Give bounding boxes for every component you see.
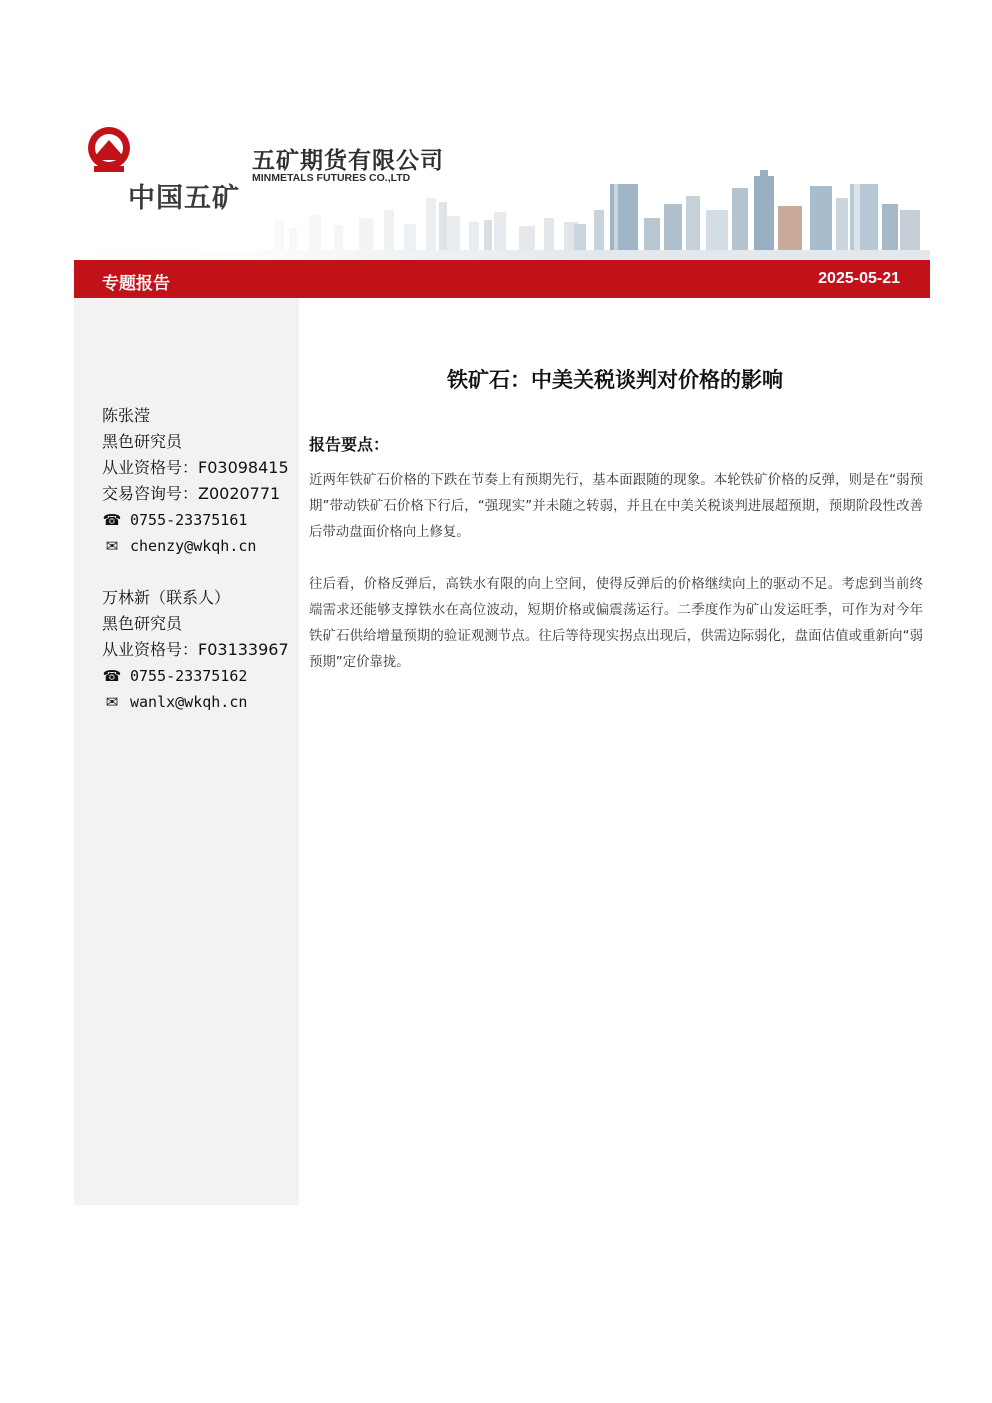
company-name-en: MINMETALS FUTURES CO.,LTD: [252, 172, 411, 184]
analyst-role: 黑色研究员: [102, 432, 183, 451]
report-date: 2025-05-21: [818, 270, 900, 287]
summary-paragraph: 往后看，价格反弹后，高铁水有限的向上空间，使得反弹后的价格继续向上的驱动不足。考虑到当前终端需求还能够支撑铁水在高位波动，短期价格或偏震荡运行。二季度作为矿山发运旺季，可作为对今年铁矿石供给增量预期的验证观测节点。往后等待现实拐点出现后，供需边际弱化，盘面估值或重新向“弱预期”定价靠拢。: [309, 577, 923, 670]
report-title: 铁矿石：中美关税谈判对价格的影响: [447, 368, 783, 392]
logo-chinese-name: 中国五矿: [128, 183, 240, 214]
analyst-name: 陈张滢: [102, 406, 151, 425]
phone-icon: ☎: [102, 667, 122, 685]
analyst-email[interactable]: chenzy@wkqh.cn: [130, 537, 257, 555]
report-banner: [74, 260, 930, 298]
analyst-phone-row: [102, 663, 289, 689]
minmetals-logo-icon: [84, 126, 134, 174]
analyst-name: 万林新（联系人）: [102, 588, 231, 607]
analyst-email[interactable]: wanlx@wkqh.cn: [130, 693, 248, 711]
analyst-phone: 0755-23375161: [130, 511, 248, 529]
key-points-heading: 报告要点：: [309, 435, 390, 454]
analyst-phone: 0755-23375162: [130, 667, 248, 685]
analyst-phone-row: [102, 507, 289, 533]
analyst-email-row[interactable]: [102, 689, 289, 715]
summary-paragraph: 近两年铁矿石价格的下跌在节奏上有预期先行，基本面跟随的现象。本轮铁矿价格的反弹，则是在“弱预期”带动铁矿石价格下行后，“强现实”并未随之转弱，并且在中美关税谈判进展超预期，预期阶段性改善后带动盘面价格向上修复。: [309, 473, 923, 540]
phone-icon: ☎: [102, 511, 122, 529]
analyst-card: [102, 585, 289, 715]
analyst-sidebar: [74, 298, 299, 1205]
analyst-cert: 从业资格号：F03098415: [102, 458, 289, 477]
report-type-label: 专题报告: [102, 274, 170, 294]
analyst-advisory: 交易咨询号：Z0020771: [102, 484, 281, 503]
analyst-card: [102, 403, 289, 559]
analyst-cert: 从业资格号：F03133967: [102, 640, 289, 659]
company-name-cn: 五矿期货有限公司: [252, 148, 444, 174]
mail-icon: ✉: [105, 693, 119, 711]
analyst-email-row[interactable]: [102, 533, 289, 559]
mail-icon: ✉: [105, 537, 119, 555]
analyst-role: 黑色研究员: [102, 614, 183, 633]
